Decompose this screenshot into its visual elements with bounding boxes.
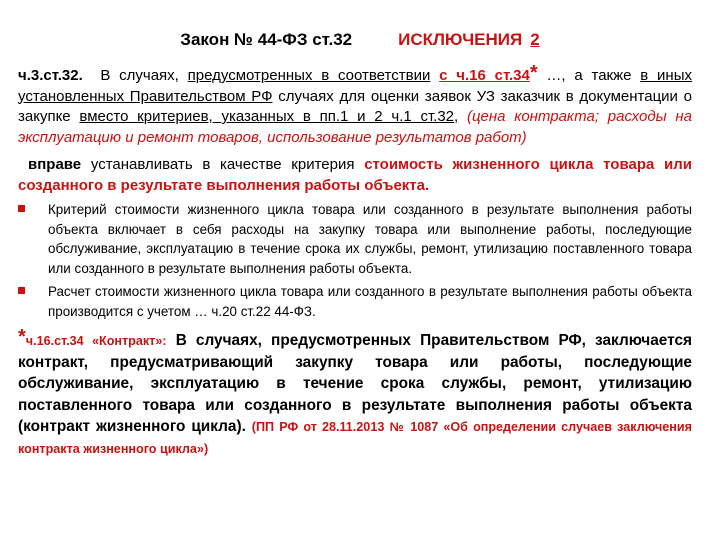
paragraph-part3-art32	[18, 62, 693, 148]
text: случаях для оценки заявок УЗ заказчик в документации о закупке	[18, 87, 692, 125]
paragraph-part16-art34	[18, 326, 692, 459]
article-reference: ч.16.ст.34 «Контракт»:	[25, 334, 167, 348]
bullet-square-icon	[18, 287, 25, 294]
underlined-text: предусмотренных в соответствии	[187, 67, 431, 84]
content	[18, 62, 693, 459]
link-reference: с ч.16 ст.34	[439, 67, 530, 84]
bullet-item	[18, 282, 692, 321]
exceptions-heading: ИСКЛЮЧЕНИЯ	[398, 30, 523, 49]
underlined-text: вместо критериев, указанных в пп.1 и 2 ч.1 ст.32,	[79, 108, 459, 125]
article-reference: ч.3.ст.32.	[18, 67, 83, 84]
underlined-text: в иных установленных Правительством РФ	[18, 67, 692, 105]
bold-text: В случаях, предусмотренных Правительством РФ, заключается контракт, предусматривающий закупку товара или работы, последующие обслуживание, эксплуатацию в течение срока службы, ремонт, утилизацию поставленного товара или созданного в результате выполнения работы объекта (контракт жизненного цикла).	[18, 332, 692, 435]
asterisk-marker: *	[18, 326, 26, 348]
text: устанавливать в качестве критерия	[90, 156, 355, 173]
italic-note: (цена контракта; расходы на эксплуатацию и ремонт товаров, использование результатов работ)	[18, 108, 693, 146]
text: …, а также	[546, 67, 632, 84]
bullet-text: Критерий стоимости жизненного цикла товара или созданного в результате выполнения работы объекта включает в себя расходы на закупку товара или выполнение работы, последующие обслуживание, эксплуатацию в течение срока их службы, ремонт, утилизацию поставленного товара или созданного в результате выполнения работы объекта.	[48, 202, 692, 276]
law-title: Закон № 44-ФЗ ст.32	[180, 30, 353, 49]
slide-number: 2	[530, 30, 540, 49]
decree-reference: (ПП РФ от 28.11.2013 № 1087 «Об определении случаев заключения контракта жизненного цикла»)	[18, 420, 692, 456]
paragraph-right	[18, 155, 692, 196]
bullet-item	[18, 200, 692, 278]
bold-word: вправе	[28, 156, 82, 173]
bullet-text: Расчет стоимости жизненного цикла товара или созданного в результате выполнения работы объекта производится с учетом … ч.20 ст.22 44-ФЗ.	[48, 284, 692, 319]
text: В случаях,	[100, 67, 179, 84]
slide-title	[0, 30, 720, 50]
criterion-text: стоимость жизненного цикла товара или созданного в результате выполнения работы объекта.	[18, 156, 693, 194]
bullet-square-icon	[18, 205, 25, 212]
asterisk-marker: *	[529, 62, 538, 84]
